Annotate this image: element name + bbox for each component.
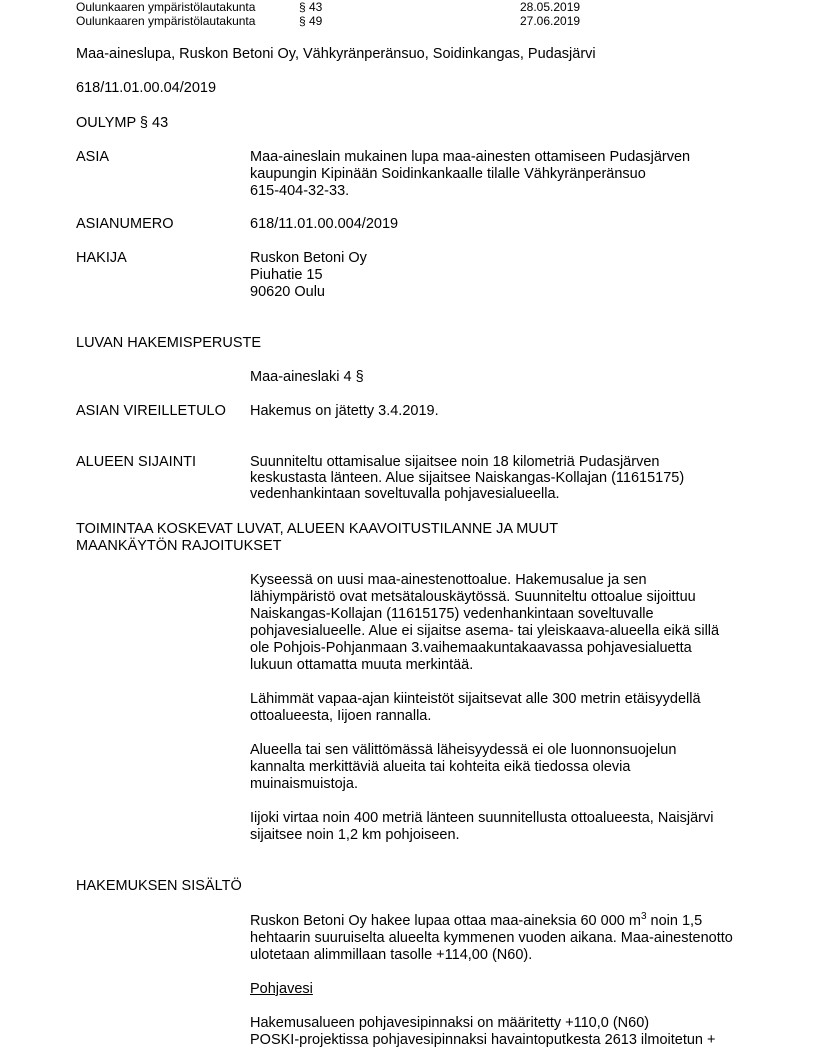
header-body-1: Oulunkaaren ympäristölautakunta <box>76 0 256 14</box>
toimintaa-para1-line-2: lähiympäristö ovat metsätalouskäytössä. Suunniteltu ottoalue sijoittuu <box>250 589 696 605</box>
page-title: Maa-aineslupa, Ruskon Betoni Oy, Vähkyränperänsuo, Soidinkangas, Pudasjärvi <box>76 46 596 62</box>
toimintaa-para3-line-2: kannalta merkittäviä alueita tai kohteita eikä tiedossa olevia <box>250 759 631 775</box>
toimintaa-para1-line-1: Kyseessä on uusi maa-ainestenottoalue. Hakemusalue ja sen <box>250 572 647 588</box>
hakija-line-3: 90620 Oulu <box>250 284 325 300</box>
sisalto-line-1-text: Ruskon Betoni Oy hakee lupaa ottaa maa-aineksia 60 000 m <box>250 913 641 929</box>
header-section-2: § 49 <box>299 14 323 28</box>
asia-label: ASIA <box>76 149 110 165</box>
pohjavesi-line-2: POSKI-projektissa pohjavesipinnaksi havaintoputkesta 2613 ilmoitetun + <box>250 1032 716 1048</box>
sisalto-line-1 <box>250 913 702 930</box>
asianumero-label: ASIANUMERO <box>76 216 174 232</box>
hakemuksen-sisalto-heading: HAKEMUKSEN SISÄLTÖ <box>76 878 242 894</box>
toimintaa-para3-line-1: Alueella tai sen välittömässä läheisyydessä ei ole luonnonsuojelun <box>250 742 677 758</box>
reference-number: 618/11.01.00.04/2019 <box>76 80 217 96</box>
hakija-label: HAKIJA <box>76 250 127 266</box>
hakija-line-2: Piuhatie 15 <box>250 267 323 283</box>
header-body-2: Oulunkaaren ympäristölautakunta <box>76 14 256 28</box>
toimintaa-para2-line-2: ottoalueesta, Iijoen rannalla. <box>250 708 432 724</box>
hakemisperuste-heading: LUVAN HAKEMISPERUSTE <box>76 335 262 351</box>
cubic-superscript: 3 <box>640 911 647 923</box>
hakemisperuste-value: Maa-aineslaki 4 § <box>250 369 364 385</box>
sijainti-label: ALUEEN SIJAINTI <box>76 454 197 470</box>
header-date-2: 27.06.2019 <box>520 14 581 28</box>
vireilletulo-label: ASIAN VIREILLETULO <box>76 403 226 419</box>
toimintaa-para2-line-1: Lähimmät vapaa-ajan kiinteistöt sijaitsevat alle 300 metrin etäisyydellä <box>250 691 701 707</box>
header-section-1: § 43 <box>299 0 323 14</box>
asia-line-3: 615-404-32-33. <box>250 183 350 199</box>
header-date-1: 28.05.2019 <box>520 0 581 14</box>
vireilletulo-value: Hakemus on jätetty 3.4.2019. <box>250 403 439 419</box>
sisalto-line-2: hehtaarin suuruiselta alueelta kymmenen vuoden aikana. Maa-ainestenotto <box>250 930 733 946</box>
asia-line-2: kaupungin Kipinään Soidinkankaalle tilalle Vähkyränperänsuo <box>250 166 646 182</box>
sijainti-line-3: vedenhankintaan soveltuvalla pohjavesialueella. <box>250 486 560 502</box>
toimintaa-heading-line-1: TOIMINTAA KOSKEVAT LUVAT, ALUEEN KAAVOITUSTILANNE JA MUUT <box>76 521 559 537</box>
toimintaa-heading-line-2: MAANKÄYTÖN RAJOITUKSET <box>76 538 282 554</box>
toimintaa-para3-line-3: muinaismuistoja. <box>250 776 358 792</box>
toimintaa-para4-line-2: sijaitsee noin 1,2 km pohjoiseen. <box>250 827 460 843</box>
sisalto-line-1-tail: noin 1,5 <box>646 913 703 929</box>
toimintaa-para1-line-3: Naiskangas-Kollajan (11615175) vedenhankintaan soveltuvalle <box>250 606 654 622</box>
sijainti-line-1: Suunniteltu ottamisalue sijaitsee noin 18 kilometriä Pudasjärven <box>250 454 660 470</box>
pohjavesi-subheading: Pohjavesi <box>250 981 313 997</box>
toimintaa-para1-line-6: lukuun ottamatta muuta merkintää. <box>250 657 474 673</box>
asianumero-value: 618/11.01.00.004/2019 <box>250 216 399 232</box>
section-reference: OULYMP § 43 <box>76 115 169 131</box>
asia-line-1: Maa-aineslain mukainen lupa maa-ainesten ottamiseen Pudasjärven <box>250 149 691 165</box>
toimintaa-para4-line-1: Iijoki virtaa noin 400 metriä länteen suunnitellusta ottoalueesta, Naisjärvi <box>250 810 714 826</box>
pohjavesi-line-1: Hakemusalueen pohjavesipinnaksi on määritetty +110,0 (N60) <box>250 1015 650 1031</box>
sisalto-line-3: ulotetaan alimmillaan tasolle +114,00 (N60). <box>250 947 533 963</box>
toimintaa-para1-line-4: pohjavesialueelle. Alue ei sijaitse asema- tai yleiskaava-alueella eikä sillä <box>250 623 720 639</box>
toimintaa-para1-line-5: ole Pohjois-Pohjanmaan 3.vaihemaakuntakaavassa pohjavesialuetta <box>250 640 692 656</box>
sijainti-line-2: keskustasta länteen. Alue sijaitsee Naiskangas-Kollajan (11615175) <box>250 470 685 486</box>
hakija-line-1: Ruskon Betoni Oy <box>250 250 367 266</box>
